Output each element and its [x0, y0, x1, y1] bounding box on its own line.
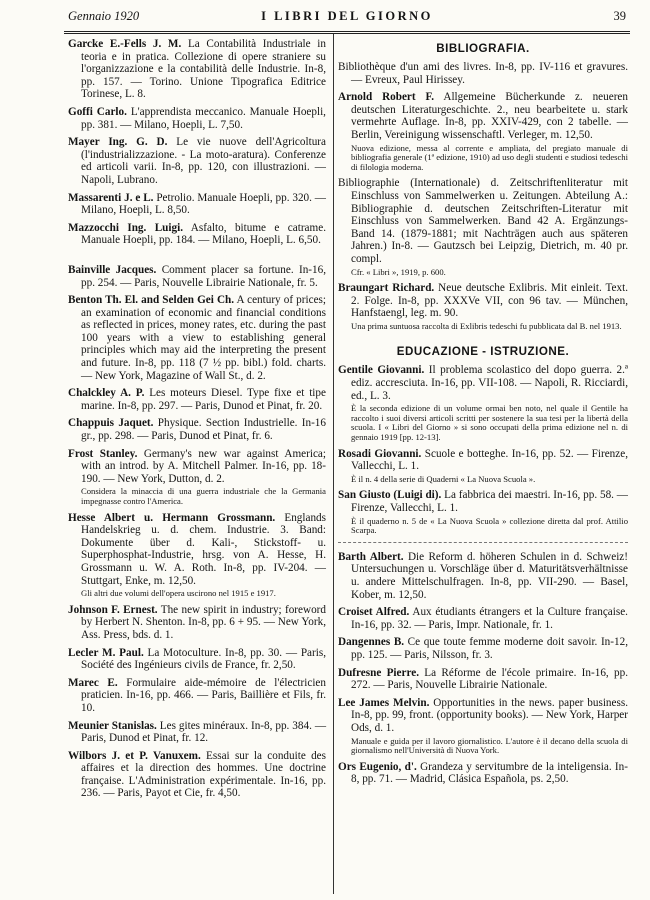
educazione-list-foreign	[338, 551, 628, 786]
entry-details: L'apprendista meccanico. Manuale Hoepli, pp. 381. — Milano, Hoepli, L. 7,50.	[81, 105, 326, 131]
bibliography-entry	[68, 264, 326, 289]
entry-author: Dangennes B.	[338, 636, 405, 649]
entry-details: Opportunities in the news. paper business. In-8, pp. 99, front. (opportunity books). — New York, Harper Ods, d. 1.	[351, 696, 628, 734]
entry-author: Massarenti J. e L.	[68, 191, 154, 204]
bibliography-entry	[338, 448, 628, 473]
entry-note: È il quaderno n. 5 de « La Nuova Scuola » collezione diretta dal prof. Attilio Scarpa.	[351, 515, 628, 536]
entry-details: Die Reform d. höheren Schulen in d. Schweiz! Untersuchungen u. Vorschläge über d. Maturitätsverhältnisse u. andere Mittelschulfragen. In-8, pp. VII-290. — Basel, Kober, m. 12,50.	[351, 550, 628, 601]
entry-author: Lee James Melvin.	[338, 696, 430, 709]
bibliography-entry	[68, 222, 326, 247]
bibliography-entry	[338, 606, 628, 631]
entry-details: Comment placer sa fortune. In-16, pp. 254. — Paris, Nouvelle Librairie Nationale, fr. 5.	[81, 263, 327, 289]
entry-details: La fabbrica dei maestri. In-16, pp. 58. — Firenze, Vallecchi, L. 1.	[351, 489, 628, 514]
bibliografia-list	[338, 61, 628, 331]
entry-note: Cfr. « Libri », 1919, p. 600.	[351, 266, 446, 277]
bibliography-entry	[68, 38, 326, 101]
entry-author: Braungart Richard.	[338, 282, 435, 295]
left-column	[68, 38, 326, 805]
entry-author: Hesse Albert u. Hermann Grossmann.	[68, 511, 276, 524]
entry-details: Englands Handelskrieg u. d. chem. Industrie. 3. Band: Dokumente über d. Kali-, Stickstoff- u. Superphosphat-Industrie, hrsg. von A. Hesse, H. Grossmann u. W. A. Roth. In-8, pp. IV-204. — Stuttgart, Enke, m. 12,50.	[81, 511, 326, 587]
group-gap	[68, 252, 326, 264]
section-separator	[338, 542, 628, 543]
entry-details: Petrolio. Manuale Hoepli, pp. 320. — Milano, Hoepli, L. 8,50.	[81, 191, 326, 217]
entry-author: Garcke E.-Fells J. M.	[68, 38, 182, 50]
bibliography-entry	[338, 177, 628, 265]
entry-author: Dufresne Pierre.	[338, 666, 419, 679]
entry-author: Croiset Alfred.	[338, 606, 410, 619]
section-heading-educazione: EDUCAZIONE - ISTRUZIONE.	[396, 345, 570, 359]
bibliography-entry	[338, 697, 628, 735]
entry-author: Wilbors J. et P. Vanuxem.	[68, 749, 201, 762]
entry-author: Frost Stanley.	[68, 447, 138, 460]
bibliography-entry	[68, 387, 326, 412]
entry-details: Il problema scolastico del dopo guerra. 2.ª ediz. accresciuta. In-16, pp. VII-108. — Napoli, R. Ricciardi, ed., L. 3.	[351, 364, 628, 402]
entry-note: È il n. 4 della serie di Quaderni « La Nuova Scuola ».	[351, 473, 536, 484]
entry-author: Chappuis Jaquet.	[68, 417, 154, 430]
page-number: 39	[613, 9, 626, 23]
entry-author: Meunier Stanislas.	[68, 719, 157, 732]
entry-author: Mayer Ing. G. D.	[68, 136, 168, 149]
bibliography-entry	[68, 448, 326, 486]
bibliography-entry	[68, 647, 326, 672]
entry-note: Manuale e guida per il lavoro giornalistico. L'autore è il decano della scuola di giornalismo nell'Università di Nuova York.	[351, 735, 628, 756]
entry-author: Benton Th. El. and Selden Gei Ch.	[68, 294, 235, 307]
bibliography-entry	[68, 720, 326, 745]
entry-details: Bibliothèque d'un ami des livres. In-8, pp. IV-116 et gravures. — Evreux, Paul Hirissey.	[338, 61, 628, 86]
bibliography-entry	[338, 636, 628, 661]
right-column	[338, 38, 628, 791]
entry-author: Bainville Jacques.	[68, 263, 157, 276]
entry-details: Scuole e botteghe. In-16, pp. 52. — Firenze, Vallecchi, L. 1.	[351, 447, 628, 473]
entry-note: Gli altri due volumi dell'opera uscirono nel 1915 e 1917.	[81, 588, 276, 599]
entry-details: La Motoculture. In-8, pp. 30. — Paris, Société des Ingénieurs civils de France, fr. 2,50.	[81, 646, 326, 672]
bibliography-entry	[68, 677, 326, 715]
entry-author: Rosadi Giovanni.	[338, 447, 422, 460]
entry-details: Aux étudiants étrangers et la Culture française. In-16, pp. 32. — Paris, Impr. Nationale, fr. 1.	[351, 606, 628, 631]
entry-details: Le vie nuove dell'Agricoltura (l'industrializzazione. - La moto-aratura). Conferenze ed articoli varii. In-8, pp. 120, con illustrazioni. — Napoli, Lubrano.	[81, 136, 326, 186]
bibliography-entry	[68, 192, 326, 217]
page-header	[68, 9, 626, 29]
entry-author: Lecler M. Paul.	[68, 646, 144, 659]
entry-note: Nuova edizione, messa al corrente e ampliata, del pregiato manuale di bibliografia generale (1ª edizione, 1910) ad uso degli studenti e studiosi tedeschi di filologia moderna.	[351, 142, 628, 172]
entry-details: Les moteurs Diesel. Type fixe et tipe marine. In-8, pp. 297. — Paris, Dunod et Pinat, fr. 20.	[81, 387, 326, 412]
entry-author: Goffi Carlo.	[68, 105, 127, 118]
entry-details: The new spirit in industry; foreword by Herbert N. Shenton. In-8, pp. 6 + 95. — New York, Ass. Press, bds. d. 1.	[81, 603, 326, 641]
header-month: Gennaio 1920	[68, 9, 140, 23]
journal-title: I LIBRI DEL GIORNO	[261, 9, 433, 23]
bibliography-entry	[68, 417, 326, 442]
bibliography-entry	[338, 489, 628, 514]
entry-author: Arnold Robert F.	[338, 91, 435, 104]
bibliography-entry	[68, 106, 326, 131]
entry-author: San Giusto (Luigi di).	[338, 489, 442, 502]
entry-details: Germany's new war against America; with an introd. by A. Mitchell Palmer. In-16, pp. 18-190. — New York, Dutton, d. 2.	[81, 447, 326, 485]
entry-details: La Réforme de l'école primaire. In-16, pp. 272. — Paris, Nouvelle Librairie Nationale.	[351, 666, 628, 692]
entry-author: Ors Eugenio, d'.	[338, 760, 417, 773]
bibliography-entry	[338, 282, 628, 320]
entry-author: Marec E.	[68, 676, 118, 689]
bibliography-entry	[68, 512, 326, 588]
bibliography-entry	[338, 551, 628, 601]
bibliography-entry	[338, 91, 628, 141]
entry-details: Grandeza y servitumbre de la inteligensia. In-8, pp. 71. — Madrid, Clásica Española, ps. 2,50.	[351, 760, 628, 786]
entry-details: Ce que toute femme moderne doit savoir. In-12, pp. 125. — Paris, Nilsson, fr. 3.	[351, 636, 628, 661]
entry-details: Bibliographie (Internationale) d. Zeitschriftenliteratur mit Einschluss von Sammelwerken u. Zeitungen. Abteilung A.: Bibliographie d. deutschen Zeitschriften-Literatur mit Einschluss von Sammelwerken. Band 42 A. Ergänzungs-Band 14. (1879-1881; mit Nachträgen auch aus späteren Jahren.) In-8. — Gautzsch bei Leipzig, Dietrich, m. 40 pr. compl.	[338, 177, 628, 265]
bibliography-entry	[338, 61, 628, 86]
entry-note: È la seconda edizione di un volume ormai ben noto, nel quale il Gentile ha raccolto i suoi diversi articoli scritti per sostenere la sua tesi per la libertà della scuola. I « Libri del Giorno » si sono occupati della prima edizione nel n. di gennaio 1919 [pp. 12-13].	[351, 403, 628, 443]
bibliography-entry	[68, 750, 326, 800]
entry-details: Allgemeine Bücherkunde z. neueren deutschen Literaturgeschichte. 2., neu bearbeitete u. stark vermehrte Auflage. In-8, pp. XXIV-429, con 2 tabelle. — Berlin, Vereinigung wissenschaftl. Verleger, m. 12,50.	[351, 91, 628, 141]
entry-details: Neue deutsche Exlibris. Mit einleit. Text. 2. Folge. In-8, pp. XXXVe VII, con 96 tav. — München, Hanfstaengl, leg. m. 90.	[351, 282, 629, 320]
header-rule	[64, 33, 630, 34]
header-rule	[64, 31, 630, 32]
entry-note: Considera la minaccia di una guerra industriale che la Germania impegnasse contro l'America.	[81, 486, 326, 506]
section-heading-bibliografia: BIBLIOGRAFIA.	[436, 42, 530, 55]
bibliography-entry	[338, 667, 628, 692]
entry-details: Essai sur la conduite des affaires et la direction des hommes. Une doctrine française. L'Administration expérimentale. In-16, pp. 236. — Paris, Payot et Cie, fr. 4,50.	[81, 749, 326, 800]
entry-author: Chalckley A. P.	[68, 387, 145, 400]
bibliography-entry	[338, 364, 628, 402]
educazione-list-italian	[338, 364, 628, 535]
entry-details: Les gites minéraux. In-8, pp. 384. — Paris, Dunod et Pinat, fr. 12.	[81, 719, 327, 745]
entry-note: Una prima suntuosa raccolta di Exlibris tedeschi fu pubblicata dal B. nel 1913.	[351, 320, 622, 331]
entry-author: Mazzocchi Ing. Luigi.	[68, 221, 184, 234]
bibliography-entry	[68, 294, 326, 382]
bibliography-entry	[68, 604, 326, 642]
entry-author: Gentile Giovanni.	[338, 364, 425, 377]
entry-details: Physique. Section Industrielle. In-16 gr., pp. 298. — Paris, Dunod et Pinat, fr. 6.	[81, 417, 326, 443]
bibliography-entry	[338, 761, 628, 786]
entry-author: Johnson F. Ernest.	[68, 603, 158, 616]
entry-author: Barth Albert.	[338, 550, 404, 563]
entry-details: Formulaire aide-mémoire de l'électricien praticien. In-16, pp. 466. — Paris, Baillière et Fils, fr. 10.	[81, 676, 326, 714]
column-divider	[333, 34, 334, 894]
entry-details: Asfalto, bitume e catrame. Manuale Hoepli, pp. 184. — Milano, Hoepli, L. 6,50.	[81, 221, 326, 247]
entry-details: A century of prices; an examination of economic and financial conditions as reflected in prices, money rates, etc. during the past 100 years with a view to establishing general principles which may aid the interpreting the present and future. In-8, pp. 118 (7 ½ pp. bibl.) fold. charts. — New York, Magazine of Wall St., d. 2.	[81, 294, 326, 382]
bibliography-entry	[68, 136, 326, 186]
entry-details: La Contabilità Industriale in teoria e in pratica. Collezione di opere straniere su l'organizzazione e la contabilità delle Industrie. In-8, pp. 157. — Torino. Unione Tipografica Editrice Torinese, L. 8.	[81, 38, 326, 101]
